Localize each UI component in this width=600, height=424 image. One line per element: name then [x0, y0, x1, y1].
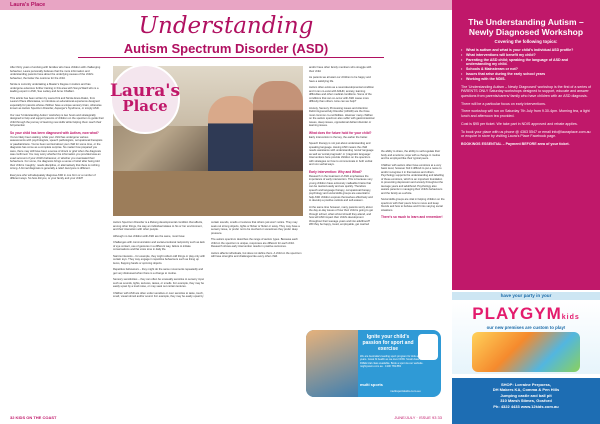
- playgym-tagline: our new premises are custom to play!: [486, 325, 566, 330]
- paragraph: Autism Spectrum Disorder is a lifelong developmental condition that affects, among other things, the way an individual relates to his or her environment, and their interaction with other people.: [113, 221, 203, 231]
- title-divider: [78, 57, 384, 58]
- paragraph: Children with autism often have emotions at a very basic level, however find it difficult to put a name to and/or recognise it in themselves and others. Psychology supports the understanding and labelling of these emotions, which is an important foundation to preventing depression and anxiety throughout the teenage years and adulthood. Psychology also assists parents in managing their child's behaviours and the family as a whole.: [381, 163, 444, 195]
- subheading: What does the future hold for your child?: [309, 130, 372, 135]
- paragraph: and/or have other family members who struggle with their child.: [309, 66, 372, 73]
- paragraph: This article has been written by Laura Kirk and Nicole Enos-Dalen, from Laura's Place Wanniassa, to introduce an educational experience designed especially for parents whose children have a unique sensory brain, otherwise known as Autism Spectrum Disorder, Asperger's Syndrome, or simply ASD.: [10, 96, 102, 110]
- paragraph: Anxiety, Sensory Processing issues and Attention Deficit Hyperactivity Disorder (ADHD) are the three most common co-morbidities. However many children on the autism spectrum also suffer with gastrointestinal issues, sleep issues, oppositional defiant disorder or learning issues.: [309, 106, 375, 127]
- topic-item: • What is autism and what is your child's individual ASD profile?: [461, 48, 591, 53]
- paragraph: Children with ASD are often under sensitive or over sensitive to taste, touch, smell, visual stimuli and/or sound. For example, they may be easily upset by: [113, 291, 204, 298]
- sidebar-paragraph: The 'Understanding Autism – Newly Diagnosed' workshop is the first of a series of PARENTS ONLY Saturday workshops designed to support, educate and answer questions from parents/carers/ family who have children with an ASD diagnosis.: [461, 84, 592, 98]
- bullet-item: Narrow interests – for example, they might collect odd things or play only with certain toys. They may engage in repetitive behaviours such as lining up items, flapping hands or spinning objects.: [113, 254, 206, 265]
- topic-item: • What interventions will benefit my child?: [461, 53, 591, 58]
- article-title: Understanding: [138, 13, 314, 39]
- sidebar-heading: The Understanding Autism – Newly Diagnosed Workshop: [468, 17, 584, 37]
- paragraph: certain sounds, smells or textures that others just won't notice. They may seek out strong objects, lights or flicker or flutter or sway. They may have a sensory issue, or prefer not to be touched or sometimes they prefer deep pressure.: [211, 221, 300, 235]
- paragraph: Everyone who will adequately diagnose ASD in one form or a number of different ways. So how did you, or your family and your child?: [10, 173, 96, 180]
- section-header-bar: [0, 0, 452, 10]
- paragraph: You've likely been waiting, while your child has undergone various assessments with psychologists, speech pathologists, occupational therapists or paediatricians. You've been worried about your child for some time, or the diagnosis has come as a complete surprise. No matter how prepared you were, there may still have been a sense of shock or grief when the diagnosis was confirmed. You may worry whether the information you provided was an exact account of your child's behaviour, or whether you overstated their behaviours. For some, the diagnosis brings a sense of relief after being told their child is 'naughty', needs discipline, or alternatively that there is nothing wrong. A formal diagnosis is generally a relief. Everyone is different.: [10, 135, 103, 170]
- paragraph: Social skills groups are vital in helping children on the spectrum with their peers how to move and keep friends and how to behave and fit into varying social situations.: [381, 198, 445, 212]
- article-column-2: [113, 221, 205, 302]
- footer-left: 32 KIDS ON THE COAST: [10, 415, 57, 420]
- footer-right: JUNE/JULY · ISSUE 93 33: [394, 415, 442, 420]
- paragraph: Research in the treatment of ASD emphasises the importance of early intervention. This is because very young children have extremely malleable brains that can be rewired easily and are quickly. Therefore speech and language therapy, occupational therapy, psychology and social skills groups are essential to help ASD children express themselves effectively and to develop a positive outlook and self-esteem.: [309, 174, 373, 202]
- advert-photo: [306, 330, 358, 397]
- workshop-sidebar: [452, 0, 600, 290]
- sidebar-paragraph: Cost is $95 per ticket. We take part in NDIS approved and rebate applies.: [461, 121, 578, 126]
- sidebar-booking-note: BOOKINGS ESSENTIAL – Payment BEFORE area of your ticket.: [461, 141, 570, 146]
- sidebar-paragraph: There will be a particular focus on early interventions.: [461, 101, 546, 106]
- advert-logo: multi sports: [360, 382, 383, 387]
- playgym-advert[interactable]: [452, 290, 600, 424]
- subheading: So your child has been diagnosed with Autism, now what?: [10, 130, 99, 135]
- sidebar-covering: Covering the following topics:: [494, 39, 558, 44]
- advert-website[interactable]: multisportskids.com.au: [390, 389, 421, 393]
- article-column-3: [211, 221, 303, 262]
- paragraph: Autism affects individuals, but does not define them. A child on the spectrum will have strengths and challenges like every other child.: [211, 251, 302, 258]
- topic-item: • Schools & Mainstream or not?: [461, 67, 591, 72]
- lauras-place-logo: Laura's Place: [110, 64, 180, 134]
- playgym-logo: PLAYGYMkids: [472, 304, 580, 323]
- paragraph: Speech therapy is not just about understanding and speaking language. Having ASD means the child needs assistance with understanding 'social' language as well as 'social pragmatic' or 'pragmatic language'. Interventions here provide children on the spectrum with strategies on how to communicate in both verbal and non-verbal ways.: [309, 142, 374, 166]
- bullet-item: Repetitive behaviours – they might do the same movements repeatedly and get very distressed when there is a change to routine.: [113, 268, 203, 275]
- bullet-item: Challenges with communication and social-emotional reciprocity such as lack of eye contact, use of gestures in a different way, failure to initiate conversations and flat voice tone in daily life.: [113, 241, 205, 251]
- topic-item: • Issues that arise during the early school years: [461, 72, 591, 77]
- paragraph: the ability to share, the ability to self-regulate their body and emotions; cope with a change in routine and be employed like their typical peers.: [381, 150, 441, 160]
- paragraph: After thirty years of working with families who have children with challenging behaviour, Laura personally believes that the more information and understanding parents have about the underlying causes of the child's behaviour, the better the outcome for the child.: [10, 66, 101, 80]
- topic-item: • Working with the NDIS.: [461, 77, 591, 82]
- paragraph: Sensory sensitivities – they can often be unusually sensitive to sensory input such as sounds, lights, textures, tastes, or smells. For example, they may be easily upset by a loud noise, or may seek out certain textures.: [113, 278, 204, 288]
- advert-headline: Ignite your child's passion for sport and exercise: [362, 334, 414, 352]
- article-column-1: [10, 66, 104, 184]
- paragraph: The autism spectrum describes the range of autism types. Because each child on the spectrum is unique, responses are different for each child. Research shows early intervention results in positive outcomes.: [211, 238, 298, 248]
- article-column-5: [381, 150, 445, 220]
- playgym-info: SHOP: Lorraine Perpoess, DH Makers KA, Comma & Pen Hills Jumping castle and ball pit 310 Marsh Stimes, Gosford Ph: 4322 4433 www.12kids.com.au: [452, 378, 600, 424]
- multisports-advert[interactable]: [306, 330, 441, 397]
- paragraph: As parents we all want our children to be happy and have a satisfying life.: [309, 76, 371, 83]
- advert-body: We are Australia's leading sport program for kids aged 3-7 years. Great fit health as we love NOW. Small class sizes. FREE trial class available. Book a spot via our website. mightyswim.com.au · 1300 769 883: [360, 355, 427, 369]
- paragraph: Although no two children with ASD are the same, most have:: [113, 234, 186, 238]
- article-subtitle: Autism Spectrum Disorder (ASD): [123, 41, 329, 56]
- topic-list: [461, 48, 591, 82]
- topic-item: • Parenting the ASD child; speaking the language of ASD and understanding my child.: [461, 58, 591, 68]
- paragraph: At the same time however, many parents worry about the day-to-day issues of how their child is going to get through school, what school should they attend, and how will ASD impact their child's development throughout their teenage years and into adulthood? Will they be happy, loved, employable, get married: [309, 205, 373, 226]
- paragraph: Autism often exists as a neurodevelopmental condition and it can co-exist with ADHD, anxiety, learning difficulties and other medical conditions. Some of the conditions that can co-occur with ASD cause more difficulty than others. How can we help?: [309, 86, 374, 103]
- photo-table: [113, 171, 303, 216]
- section-label: Laura's Place: [10, 1, 46, 8]
- sidebar-paragraph: There workshop will run on Saturday 7th July from 9.30-4pm. Morning tea, a light lunch and afternoon tea provided.: [461, 109, 590, 119]
- article-column-4: [309, 66, 375, 230]
- subheading: There's so much to learn and remember!: [381, 215, 443, 219]
- paragraph: Nicole is currently undertaking a Master's Degree in Autism and has undergone extensive further training in this area with Sonya Ward who is a leading expert in ASD, Sue Larkey and Anne Chalfant.: [10, 83, 99, 93]
- page-footer: [0, 411, 452, 424]
- paragraph: Early intervention is the key, the earlier the better.: [309, 135, 368, 139]
- playgym-bar: have your party in your: [452, 292, 600, 300]
- playgym-photo: [472, 332, 580, 372]
- paragraph: Our new 'Understanding Autism' workshop is two hours and strategically designed to help and support parents of children on the spectrum to guide their child through the journey of learning new skills while helping them reach their full potential.: [10, 113, 104, 127]
- subheading: Early intervention: Why and What?: [309, 169, 362, 174]
- sidebar-paragraph: To book your place with us phone @ 4363 5547 or email info@lauraplace.com.au or enquire in store by visiting Laura's Place Facebook page.: [461, 129, 591, 139]
